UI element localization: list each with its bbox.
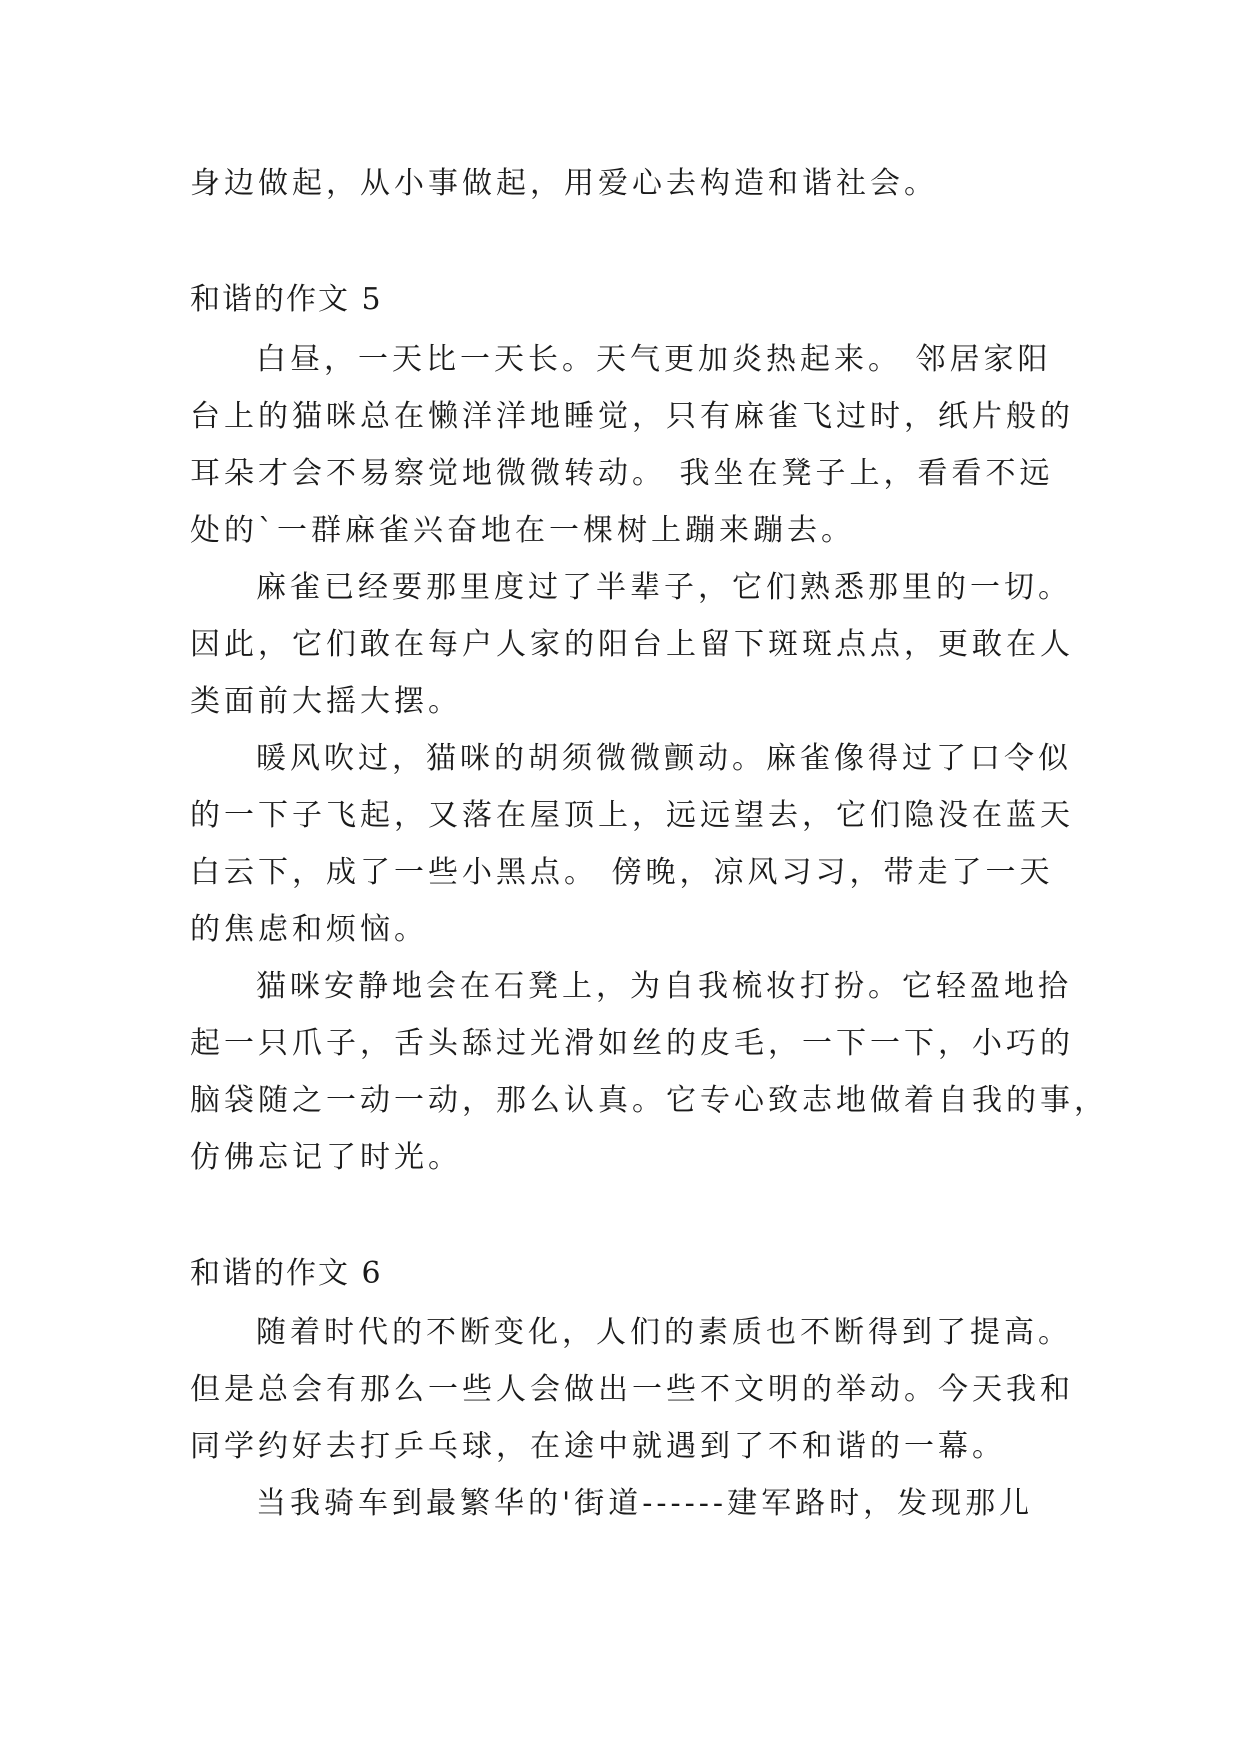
section-heading: 和谐的作文 6 bbox=[190, 1256, 383, 1291]
paragraph-line: 起一只爪子，舌头舔过光滑如丝的皮毛，一下一下，小巧的 bbox=[190, 1026, 1074, 1061]
paragraph-line: 台上的猫咪总在懒洋洋地睡觉，只有麻雀飞过时，纸片般的 bbox=[190, 399, 1074, 434]
paragraph-line: 麻雀已经要那里度过了半辈子，它们熟悉那里的一切。 bbox=[256, 570, 1072, 605]
paragraph-line: 的一下子飞起，又落在屋顶上，远远望去，它们隐没在蓝天 bbox=[190, 798, 1074, 833]
paragraph-line: 白云下，成了一些小黑点。 傍晚，凉风习习，带走了一天 bbox=[190, 855, 1054, 890]
paragraph-line: 耳朵才会不易察觉地微微转动。 我坐在凳子上，看看不远 bbox=[190, 456, 1054, 491]
paragraph-line: 但是总会有那么一些人会做出一些不文明的举动。今天我和 bbox=[190, 1372, 1074, 1407]
paragraph-line: 类面前大摇大摆。 bbox=[190, 684, 462, 719]
paragraph-line: 猫咪安静地会在石凳上，为自我梳妆打扮。它轻盈地拾 bbox=[256, 969, 1072, 1004]
paragraph-line: 身边做起，从小事做起，用爱心去构造和谐社会。 bbox=[190, 166, 938, 201]
paragraph-line: 仿佛忘记了时光。 bbox=[190, 1140, 462, 1175]
paragraph-line: 同学约好去打乒乓球，在途中就遇到了不和谐的一幕。 bbox=[190, 1429, 1006, 1464]
paragraph-line: 随着时代的不断变化，人们的素质也不断得到了提高。 bbox=[256, 1315, 1072, 1350]
paragraph-line: 脑袋随之一动一动，那么认真。它专心致志地做着自我的事， bbox=[190, 1083, 1108, 1118]
paragraph-line: 因此，它们敢在每户人家的阳台上留下斑斑点点，更敢在人 bbox=[190, 627, 1074, 662]
section-heading: 和谐的作文 5 bbox=[190, 282, 383, 317]
paragraph-line: 处的`一群麻雀兴奋地在一棵树上蹦来蹦去。 bbox=[190, 513, 855, 548]
paragraph-line: 的焦虑和烦恼。 bbox=[190, 912, 428, 947]
paragraph-line: 暖风吹过，猫咪的胡须微微颤动。麻雀像得过了口令似 bbox=[256, 741, 1072, 776]
paragraph-line: 当我骑车到最繁华的'街道------建军路时，发现那儿 bbox=[256, 1486, 1034, 1521]
paragraph-line: 白昼，一天比一天长。天气更加炎热起来。 邻居家阳 bbox=[256, 342, 1052, 377]
